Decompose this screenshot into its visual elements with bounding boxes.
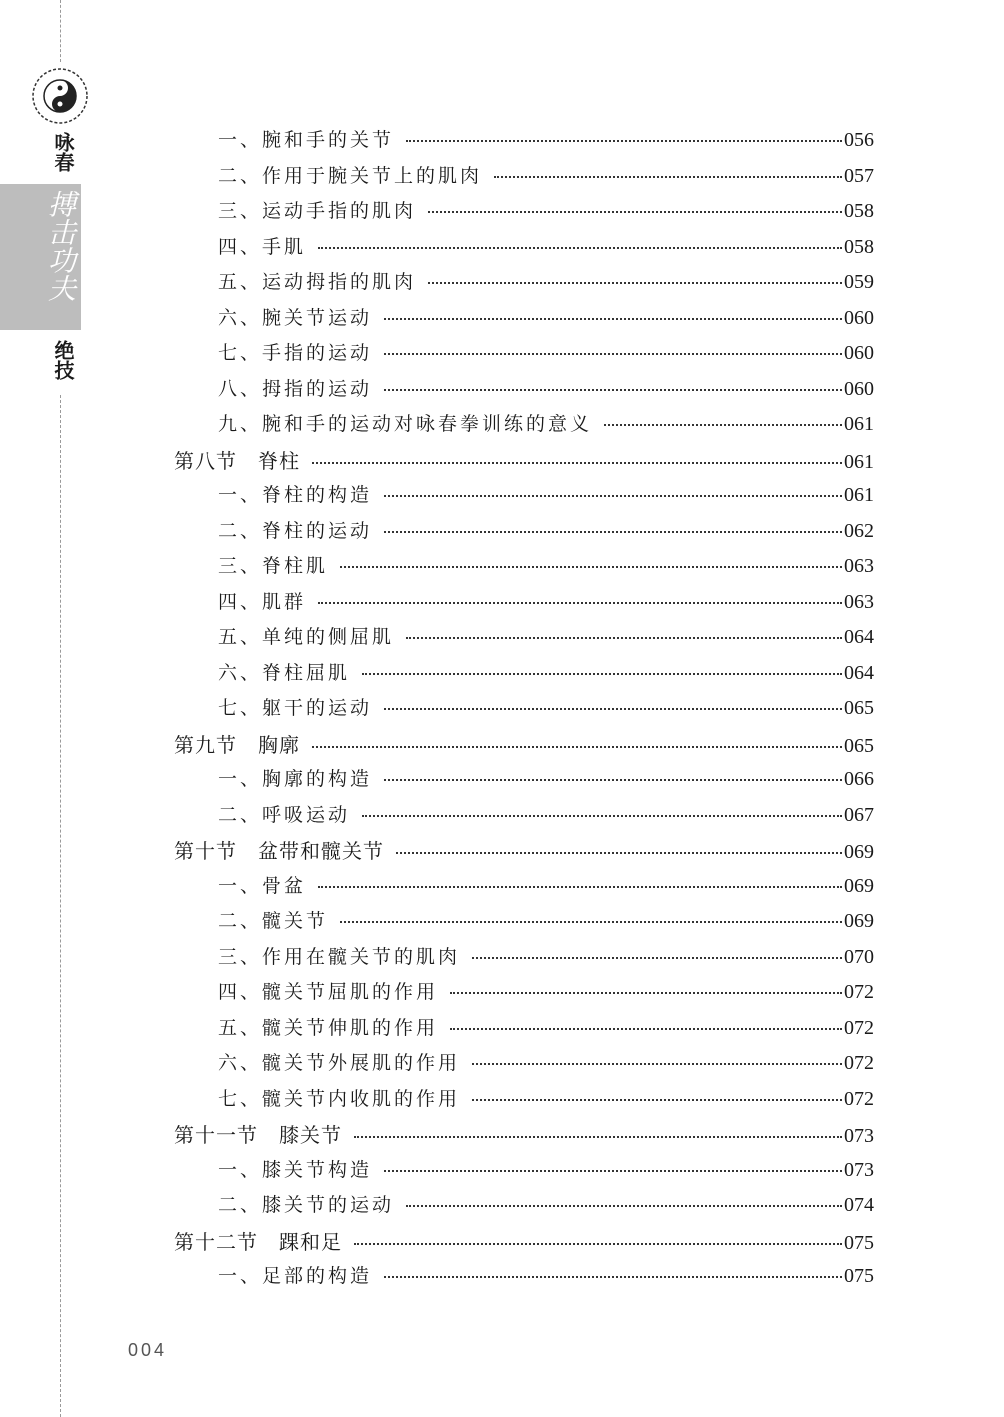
toc-entry-label: 八、拇指的运动 (218, 377, 373, 400)
toc-entry-row[interactable] (218, 303, 874, 333)
toc-entry-label: 五、运动拇指的肌肉 (218, 271, 417, 293)
toc-page-number: 075 (844, 1265, 874, 1287)
toc-page-number: 072 (844, 981, 874, 1003)
toc-entry-row[interactable] (218, 161, 874, 191)
toc-entry-label: 四、手肌 (218, 235, 307, 258)
toc-entry-row[interactable] (218, 480, 874, 510)
toc-entry-row[interactable] (218, 764, 874, 794)
toc-page-number: 069 (844, 910, 874, 932)
toc-page-number: 061 (844, 484, 874, 506)
toc-page-number: 065 (844, 697, 874, 719)
toc-entry-row[interactable] (218, 551, 874, 581)
toc-entry-label: 三、脊柱肌 (218, 555, 329, 577)
toc-dot-leader (362, 814, 842, 817)
toc-entry-label: 四、肌群 (218, 590, 307, 613)
toc-dot-leader (384, 707, 842, 710)
yin-yang-emblem-icon (30, 66, 90, 126)
toc-entry-label: 一、膝关节构造 (218, 1158, 373, 1181)
toc-entry-label: 九、腕和手的运动对咏春拳训练的意义 (218, 413, 593, 435)
toc-entry-row[interactable] (218, 196, 874, 226)
toc-entry-row[interactable] (218, 1013, 874, 1043)
margin-dashed-line-bottom (60, 395, 61, 1417)
toc-page-number: 061 (844, 413, 874, 435)
toc-page-number: 070 (844, 945, 874, 968)
toc-entry-row[interactable] (218, 338, 874, 368)
toc-page-number: 060 (844, 342, 874, 364)
toc-entry-label: 七、髋关节内收肌的作用 (218, 1087, 461, 1110)
toc-entry-label: 第八节 脊柱 (174, 448, 300, 473)
toc-entry-label: 五、髋关节伸肌的作用 (218, 1016, 439, 1039)
toc-section-row[interactable] (174, 445, 874, 475)
toc-dot-leader (428, 210, 842, 213)
toc-page-number: 063 (844, 590, 874, 613)
toc-page-number: 056 (844, 129, 874, 151)
toc-entry-row[interactable] (218, 1084, 874, 1114)
toc-page-number: 064 (844, 661, 874, 684)
toc-dot-leader (384, 530, 842, 533)
toc-page-number: 064 (844, 626, 874, 648)
series-title-top: 咏春 (51, 132, 75, 172)
toc-entry-label: 二、膝关节的运动 (218, 1194, 395, 1216)
toc-dot-leader (318, 885, 842, 888)
toc-dot-leader (396, 851, 842, 854)
toc-page-number: 060 (844, 377, 874, 400)
toc-entry-row[interactable] (218, 587, 874, 617)
toc-dot-leader (472, 1062, 842, 1065)
toc-dot-leader (384, 352, 842, 355)
toc-page-number: 072 (844, 1052, 874, 1074)
toc-page-number: 062 (844, 519, 874, 542)
toc-page-number: 073 (844, 1158, 874, 1181)
toc-entry-row[interactable] (218, 800, 874, 830)
toc-page-number: 061 (844, 450, 874, 473)
toc-entry-label: 六、腕关节运动 (218, 306, 373, 329)
toc-entry-label: 第十一节 膝关节 (174, 1123, 342, 1147)
toc-page-number: 072 (844, 1087, 874, 1110)
toc-entry-label: 二、髋关节 (218, 910, 329, 932)
toc-entry-label: 一、脊柱的构造 (218, 484, 373, 506)
toc-entry-row[interactable] (218, 1048, 874, 1078)
toc-section-row[interactable] (174, 1226, 874, 1256)
toc-entry-label: 第九节 胸廓 (174, 732, 300, 757)
toc-dot-leader (384, 317, 842, 320)
series-title-bottom: 绝技 (51, 340, 75, 380)
toc-entry-row[interactable] (218, 1261, 874, 1291)
toc-entry-row[interactable] (218, 942, 874, 972)
toc-entry-label: 二、呼吸运动 (218, 803, 351, 826)
page-number: 004 (128, 1340, 168, 1360)
toc-page-number: 063 (844, 555, 874, 577)
toc-entry-row[interactable] (218, 267, 874, 297)
toc-entry-label: 一、足部的构造 (218, 1265, 373, 1287)
margin-dashed-line-top (60, 0, 61, 62)
toc-dot-leader (384, 388, 842, 391)
toc-page-number: 069 (844, 874, 874, 897)
toc-dot-leader (450, 991, 842, 994)
toc-entry-label: 第十节 盆带和髋关节 (174, 839, 384, 863)
toc-entry-label: 五、单纯的侧屈肌 (218, 626, 395, 648)
toc-dot-leader (384, 1275, 842, 1278)
toc-page-number: 058 (844, 200, 874, 222)
toc-entry-row[interactable] (218, 693, 874, 723)
toc-entry-label: 七、躯干的运动 (218, 697, 373, 719)
toc-entry-label: 一、骨盆 (218, 874, 307, 897)
toc-page-number: 067 (844, 803, 874, 826)
toc-dot-leader (472, 956, 842, 959)
toc-dot-leader (384, 778, 842, 781)
toc-page-number: 073 (844, 1125, 874, 1147)
toc-dot-leader (406, 139, 842, 142)
toc-entry-label: 三、作用在髋关节的肌肉 (218, 945, 461, 968)
toc-dot-leader (428, 281, 842, 284)
toc-page-number: 065 (844, 734, 874, 757)
toc-page-number: 058 (844, 235, 874, 258)
toc-dot-leader (312, 461, 842, 464)
series-title-band-text: 搏击功夫 (44, 190, 77, 302)
toc-dot-leader (354, 1135, 842, 1138)
toc-dot-leader (362, 672, 842, 675)
toc-dot-leader (472, 1098, 842, 1101)
toc-dot-leader (340, 565, 842, 568)
toc-dot-leader (384, 1169, 842, 1172)
toc-dot-leader (312, 745, 842, 748)
toc-entry-label: 六、髋关节外展肌的作用 (218, 1052, 461, 1074)
toc-entry-row[interactable] (218, 906, 874, 936)
toc-dot-leader (406, 1204, 842, 1207)
toc-entry-label: 二、作用于腕关节上的肌肉 (218, 164, 483, 187)
toc-entry-label: 七、手指的运动 (218, 342, 373, 364)
toc-entry-label: 四、髋关节屈肌的作用 (218, 981, 439, 1003)
toc-entry-row[interactable] (218, 1155, 874, 1185)
toc-entry-row[interactable] (218, 977, 874, 1007)
toc-dot-leader (354, 1242, 842, 1245)
toc-section-row[interactable] (174, 729, 874, 759)
toc-entry-row[interactable] (218, 232, 874, 262)
toc-entry-row[interactable] (218, 871, 874, 901)
toc-page-number: 075 (844, 1231, 874, 1254)
toc-dot-leader (340, 920, 842, 923)
toc-entry-row[interactable] (218, 409, 874, 439)
toc-section-row[interactable] (174, 835, 874, 865)
toc-entry-label: 一、腕和手的关节 (218, 129, 395, 151)
toc-page-number: 057 (844, 164, 874, 187)
toc-entry-label: 三、运动手指的肌肉 (218, 200, 417, 222)
toc-dot-leader (318, 601, 842, 604)
toc-entry-row[interactable] (218, 622, 874, 652)
toc-section-row[interactable] (174, 1119, 874, 1149)
toc-page-number: 066 (844, 768, 874, 790)
toc-dot-leader (494, 175, 842, 178)
toc-entry-row[interactable] (218, 1190, 874, 1220)
toc-dot-leader (450, 1027, 842, 1030)
toc-entry-row[interactable] (218, 374, 874, 404)
toc-entry-row[interactable] (218, 516, 874, 546)
toc-dot-leader (384, 494, 842, 497)
toc-page-number: 072 (844, 1016, 874, 1039)
toc-dot-leader (604, 423, 842, 426)
toc-page-number: 074 (844, 1194, 874, 1216)
toc-page-number: 059 (844, 271, 874, 293)
toc-entry-label: 第十二节 踝和足 (174, 1229, 342, 1254)
toc-page-number: 069 (844, 841, 874, 863)
toc-entry-row[interactable] (218, 125, 874, 155)
toc-dot-leader (406, 636, 842, 639)
toc-entry-row[interactable] (218, 658, 874, 688)
toc-entry-label: 一、胸廓的构造 (218, 768, 373, 790)
toc-entry-label: 六、脊柱屈肌 (218, 661, 351, 684)
toc-dot-leader (318, 246, 842, 249)
toc-entry-label: 二、脊柱的运动 (218, 519, 373, 542)
toc-page-number: 060 (844, 306, 874, 329)
